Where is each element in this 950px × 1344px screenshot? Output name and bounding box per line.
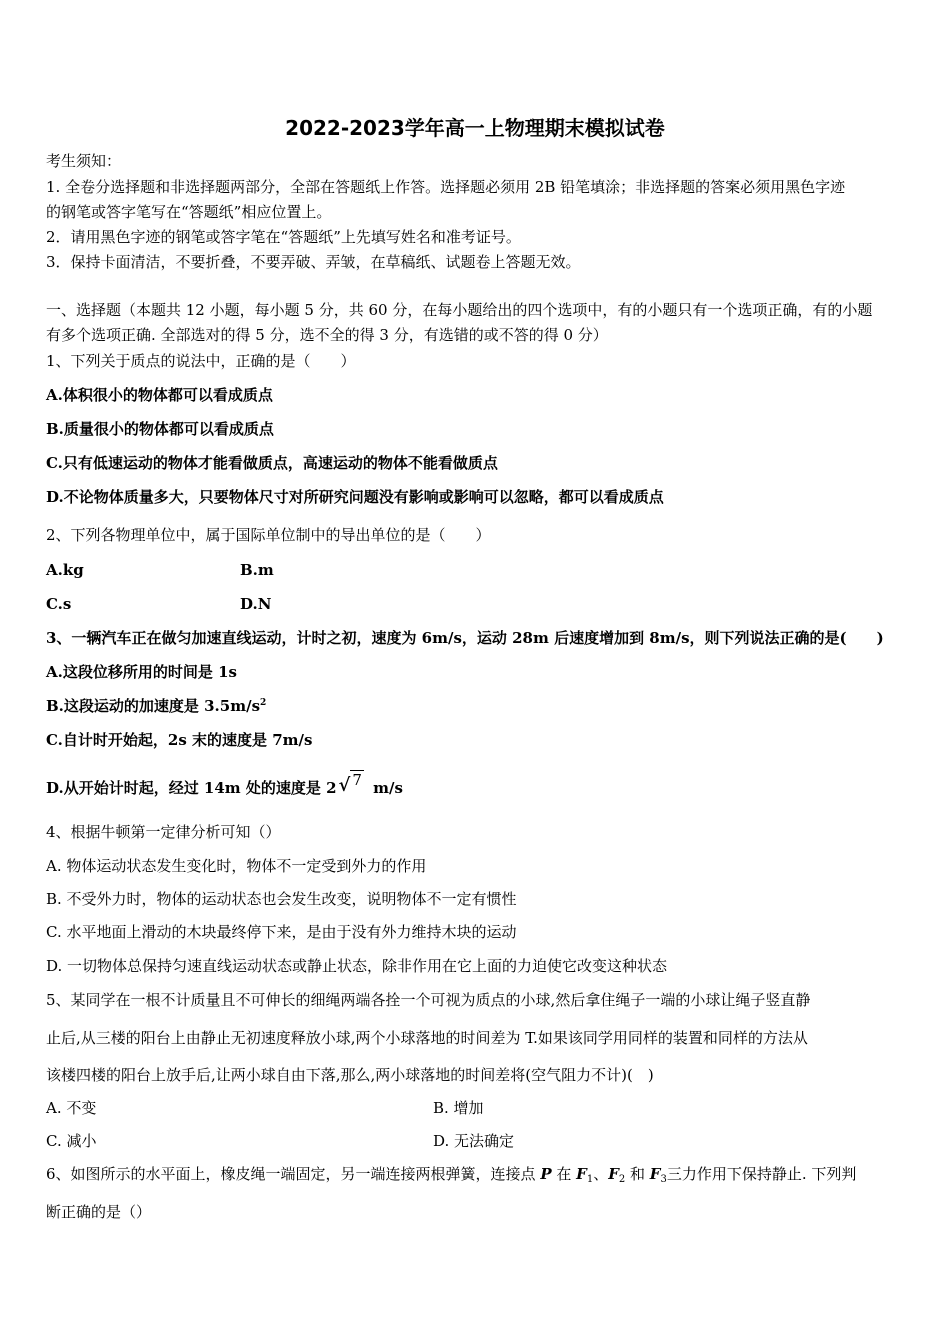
- question-6-connector-1: 在: [551, 1165, 577, 1183]
- question-2-option-a: A.kg: [46, 561, 84, 579]
- force-f3-subscript: 3: [660, 1174, 667, 1185]
- squared-superscript: 2: [260, 698, 267, 708]
- question-5-stem-line-1: 5、某同学在一根不计质量且不可伸长的细绳两端各拴一个可视为质点的小球,然后拿住绳子一端的小球让绳子竖直静: [46, 991, 811, 1009]
- question-2-stem: 2、下列各物理单位中，属于国际单位制中的导出单位的是（ ）: [46, 526, 491, 544]
- notice-item-3: 3．保持卡面清洁，不要折叠，不要弄破、弄皱，在草稿纸、试题卷上答题无效。: [46, 253, 581, 271]
- question-4-option-a: A. 物体运动状态发生变化时，物体不一定受到外力的作用: [46, 857, 427, 875]
- question-4-option-c: C. 水平地面上滑动的木块最终停下来，是由于没有外力维持木块的运动: [46, 923, 517, 941]
- section-heading-line-2: 有多个选项正确. 全部选对的得 5 分，选不全的得 3 分，有选错的或不答的得 0 分）: [46, 326, 608, 344]
- question-3-option-d-unit: m/s: [367, 779, 403, 797]
- question-5-stem-line-3: 该楼四楼的阳台上放手后,让两小球自由下落,那么,两小球落地的时间差将(空气阻力不计)( ): [46, 1066, 654, 1084]
- force-f1-subscript: 1: [586, 1174, 594, 1185]
- question-1-option-b: B.质量很小的物体都可以看成质点: [46, 420, 274, 438]
- notice-item-1b: 的钢笔或答字笔写在“答题纸”相应位置上。: [46, 203, 332, 221]
- question-6-stem-line-2: 断正确的是（）: [46, 1203, 152, 1221]
- question-1-option-a: A.体积很小的物体都可以看成质点: [46, 386, 273, 404]
- square-root-icon: √ 7: [338, 771, 362, 796]
- question-6-stem-tail: 三力作用下保持静止. 下列判: [666, 1165, 857, 1183]
- question-2-option-b: B.m: [240, 561, 274, 579]
- question-3-option-a: A.这段位移所用的时间是 1s: [46, 663, 237, 681]
- question-6-stem-text: 6、如图所示的水平面上，橡皮绳一端固定，另一端连接两根弹簧，连接点: [46, 1165, 541, 1183]
- question-6-stem-line-1: [46, 1164, 856, 1184]
- question-3-option-b-text: B.这段运动的加速度是 3.5m/s: [46, 697, 261, 715]
- point-p: P: [540, 1165, 552, 1183]
- question-1-option-d: D.不论物体质量多大，只要物体尺寸对所研究问题没有影响或影响可以忽略，都可以看成质点: [46, 488, 664, 506]
- question-3-option-d-text: D.从开始计时起，经过 14m 处的速度是 2: [46, 779, 337, 797]
- question-4-stem: 4、根据牛顿第一定律分析可知（）: [46, 823, 281, 841]
- question-5-option-c: C. 减小: [46, 1132, 97, 1150]
- force-f2-symbol: F: [608, 1165, 619, 1183]
- question-5-option-b: B. 增加: [433, 1099, 484, 1117]
- question-2-option-c: C.s: [46, 595, 72, 613]
- question-3-option-d: [46, 771, 403, 798]
- question-6-separator-2: 和: [625, 1165, 650, 1183]
- question-1-stem: 1、下列关于质点的说法中，正确的是（ ）: [46, 352, 356, 370]
- question-3-option-b: [46, 696, 266, 716]
- notice-item-1a: 1. 全卷分选择题和非选择题两部分，全部在答题纸上作答。选择题必须用 2B 铅笔填涂；非选择题的答案必须用黑色字迹: [46, 178, 846, 196]
- question-4-option-b: B. 不受外力时，物体的运动状态也会发生改变，说明物体不一定有惯性: [46, 890, 517, 908]
- question-3-stem: 3、一辆汽车正在做匀加速直线运动，计时之初，速度为 6m/s，运动 28m 后速度增加到 8m/s，则下列说法正确的是( ): [46, 629, 884, 647]
- page-title: 2022-2023学年高一上物理期末模拟试卷: [285, 116, 665, 140]
- question-5-stem-line-2: 止后,从三楼的阳台上由静止无初速度释放小球,两个小球落地的时间差为 T.如果该同学用同样的装置和同样的方法从: [46, 1029, 808, 1047]
- force-f2-subscript: 2: [618, 1174, 626, 1185]
- question-5-option-a: A. 不变: [46, 1099, 97, 1117]
- force-f3-symbol: F: [649, 1165, 661, 1183]
- question-1-option-c: C.只有低速运动的物体才能看做质点，高速运动的物体不能看做质点: [46, 454, 498, 472]
- radicand: 7: [352, 771, 362, 789]
- question-3-option-c: C.自计时开始起，2s 末的速度是 7m/s: [46, 731, 313, 749]
- question-2-option-d: D.N: [240, 595, 272, 613]
- notice-item-2: 2．请用黑色字迹的钢笔或答字笔在“答题纸”上先填写姓名和准考证号。: [46, 228, 521, 246]
- question-4-option-d: D. 一切物体总保持匀速直线运动状态或静止状态，除非作用在它上面的力迫使它改变这种状态: [46, 957, 668, 975]
- section-heading-line-1: 一、选择题（本题共 12 小题，每小题 5 分，共 60 分，在每小题给出的四个选项中，有的小题只有一个选项正确，有的小题: [46, 301, 873, 319]
- question-6-separator-1: 、: [593, 1165, 609, 1183]
- question-5-option-d: D. 无法确定: [433, 1132, 515, 1150]
- notice-heading: 考生须知：: [46, 152, 122, 170]
- force-f1-symbol: F: [576, 1165, 587, 1183]
